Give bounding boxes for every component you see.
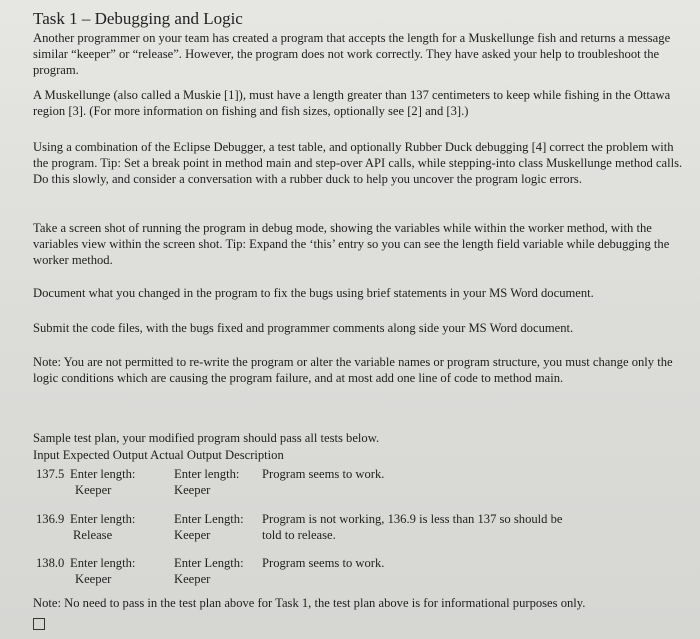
row-actual-result: Keeper [174,528,211,542]
muskie-paragraph: A Muskellunge (also called a Muskie [1]), must have a length greater than 137 centimeters to keep while fishing in the Ottawa region [3]. (For more information on fishing and fish sizes, optionally see [2] and [3].) [33,88,671,118]
sample-intro: Sample test plan, your modified program should pass all tests below. [33,431,380,445]
row-expected-result: Release [73,528,113,542]
row-description: Program seems to work. [262,556,385,570]
row-input: 137.5 [36,467,65,481]
row-expected-result: Keeper [75,572,112,586]
task-title: Task 1 – Debugging and Logic [33,9,243,28]
submit-paragraph: Submit the code files, with the bugs fixed and programmer comments along side your MS Word document. [33,321,574,335]
row-actual: Enter Length: [174,556,244,570]
row-actual: Enter length: [174,467,240,481]
row-actual: Enter Length: [174,512,244,526]
row-description: Program is not working, 136.9 is less than 137 so should be [262,512,563,526]
row-actual-result: Keeper [174,572,211,586]
document-paragraph: Document what you changed in the program to fix the bugs using brief statements in your MS Word document. [33,286,594,300]
footer-note: Note: No need to pass in the test plan above for Task 1, the test plan above is for informational purposes only. [33,596,586,610]
row-actual-result: Keeper [174,483,211,497]
intro-paragraph: Another programmer on your team has created a program that accepts the length for a Muskellunge fish and returns a message similar “keeper” or “release”. However, the program does not work correctly. They have asked your help to troubleshoot the program. [33,31,671,77]
row-expected: Enter length: [70,556,136,570]
eclipse-paragraph: Using a combination of the Eclipse Debugger, a test table, and optionally Rubber Duck debugging [4] correct the problem with the program. Tip: Set a break point in method main and step-over API calls, while stepping-into class Muskellunge method calls. Do this slowly, and consider a conversation with a rubber duck to help you uncover the program logic errors. [33,140,683,186]
row-expected: Enter length: [70,467,136,481]
row-expected: Enter length: [70,512,136,526]
row-input: 138.0 [36,556,65,570]
row-input: 136.9 [36,512,65,526]
screenshot-paragraph: Take a screen shot of running the program in debug mode, showing the variables while within the worker method, with the variables view within the screen shot. Tip: Expand the ‘this’ entry so you can see the length field variable while debugging the worker method. [33,221,670,267]
checkbox-icon[interactable] [33,618,45,630]
note-paragraph: Note: You are not permitted to re-write the program or alter the variable names or program structure, you must change only the logic conditions which are causing the program failure, and at most add one line of code to method main. [33,355,673,385]
row-description-cont: told to release. [262,528,336,542]
test-plan-header: Input Expected Output Actual Output Description [33,448,284,462]
row-description: Program seems to work. [262,467,385,481]
row-expected-result: Keeper [75,483,112,497]
